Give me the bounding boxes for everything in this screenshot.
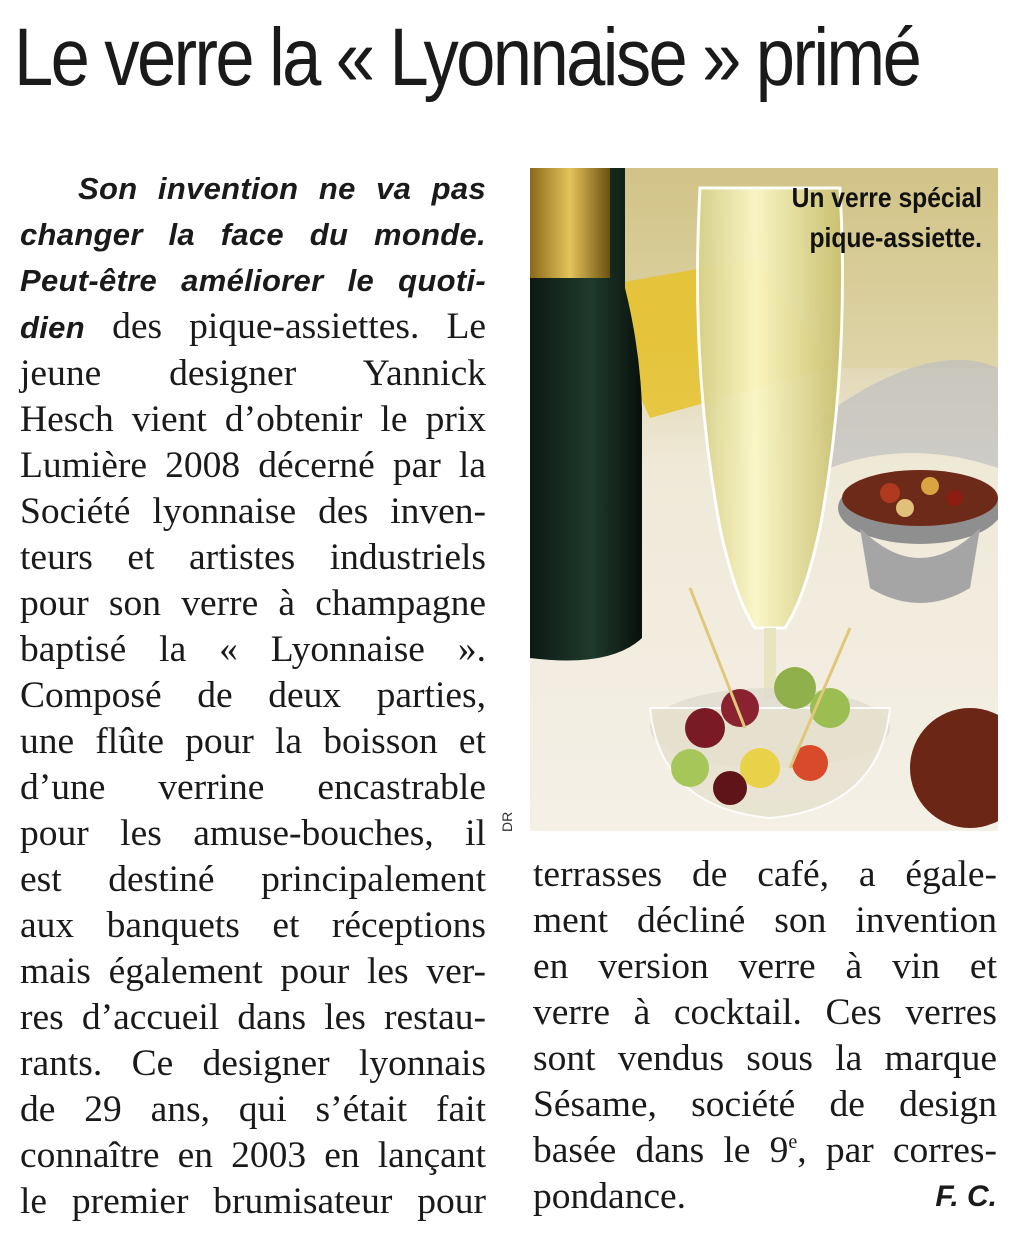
lede-word: dien [20,310,85,345]
body-line: Hesch vient d’obtenir le prix [20,399,486,440]
body-line: sont vendus sous la marque [533,1038,997,1079]
body-line: teurs et artistes industriels [20,537,486,578]
body-text: , par corres- [797,1130,998,1171]
body-line: d’une verrine encastrable [20,767,486,808]
article-column-left [20,166,486,1225]
body-line: terrasses de café, a égale- [533,854,997,895]
caption-line: pique-assiette. [809,222,982,253]
lede-line: Peut-être améliorer le quoti- [20,263,486,298]
body-line [533,1128,997,1174]
body-line: aux banquets et réceptions [20,905,486,946]
headline: Le verre la « Lyonnaise » primé [14,12,920,103]
body-line: pour son verre à champagne [20,583,486,624]
body-line: rants. Ce designer lyonnais [20,1043,486,1084]
photo-champagne-glass [530,168,998,831]
body-line: verre à cocktail. Ces verres [533,992,997,1033]
body-line: res d’accueil dans les restau- [20,997,486,1038]
body-line: de 29 ans, qui s’était fait [20,1089,486,1130]
caption-line: Un verre spécial [791,182,982,213]
body-line: pour les amuse-bouches, il [20,813,486,854]
body-line: ment décliné son invention [533,900,997,941]
body-line: Composé de deux parties, [20,675,486,716]
photo-credit: DR [499,811,515,832]
body-line: connaître en 2003 en lançant [20,1135,486,1176]
body-line: Sésame, société de design [533,1084,997,1125]
body-text: pondance. [533,1176,687,1217]
body-text: des pique-assiettes. Le [112,306,486,347]
lede-line: Son invention ne va pas [78,171,486,206]
body-line: Société lyonnaise des inven- [20,491,486,532]
body-line: en version verre à vin et [533,946,997,987]
body-line: mais également pour les ver- [20,951,486,992]
photo-illustration [530,168,998,831]
photo-caption [718,178,982,258]
body-line: le premier brumisateur pour [20,1181,486,1222]
body-text: basée dans le 9 [533,1130,789,1171]
body-line: Lumière 2008 décerné par la [20,445,486,486]
body-line: baptisé la « Lyonnaise ». [20,629,486,670]
article-column-right [533,852,997,1220]
body-line-last [533,1174,997,1220]
body-line: est destiné principalement [20,859,486,900]
lede-line: changer la face du monde. [20,217,486,252]
superscript: e [788,1131,798,1153]
body-line: une flûte pour la boisson et [20,721,486,762]
body-line [20,304,486,351]
author-signature: F. C. [935,1180,997,1213]
body-line: jeune designer Yannick [20,353,486,394]
